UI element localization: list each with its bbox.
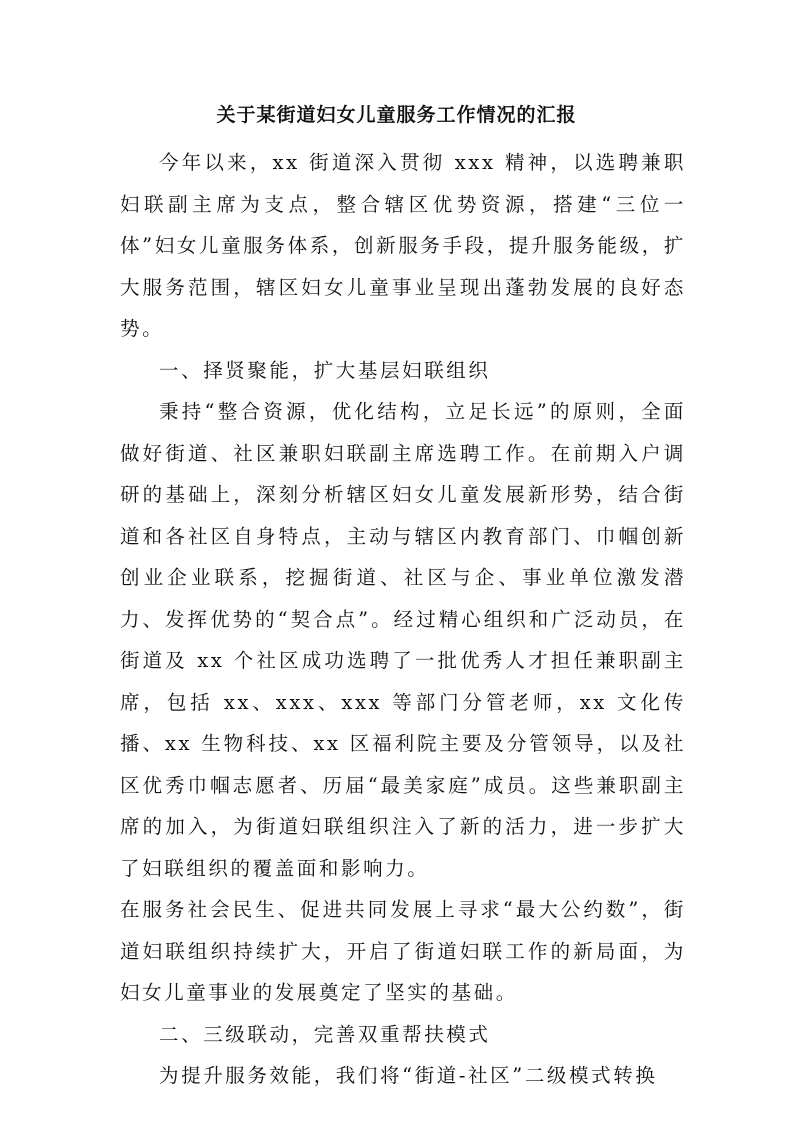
paragraph-section-1: 秉持“整合资源，优化结构，立足长远”的原则，全面做好街道、社区兼职妇联副主席选聘工作。在前期入户调研的基础上，深刻分析辖区妇女儿童发展新形势，结合街道和各社区自身特点，主动与辖区内教育部门、巾帼创新创业企业联系，挖掘街道、社区与企、事业单位激发潜力、发挥优势的“契合点”。经过精心组织和广泛动员，在街道及 xx 个社区成功选聘了一批优秀人才担任兼职副主席，包括 xx、xxx、xxx 等部门分管老师，xx 文化传播、xx 生物科技、xx 区福利院主要及分管领导，以及社区优秀巾帼志愿者、历届“最美家庭”成员。这些兼职副主席的加入，为街道妇联组织注入了新的活力，进一步扩大了妇联组织的覆盖面和影响力。 (120, 400, 686, 880)
section-heading-2: 二、三级联动，完善双重帮扶模式 (159, 1022, 491, 1046)
document-title: 关于某街道妇女儿童服务工作情况的汇报 (216, 104, 577, 126)
section-heading-1: 一、择贤聚能，扩大基层妇联组织 (159, 358, 491, 382)
paragraph-section-1-continued: 在服务社会民生、促进共同发展上寻求“最大公约数”，街道妇联组织持续扩大，开启了街道妇联工作的新局面，为妇女儿童事业的发展奠定了坚实的基础。 (120, 898, 686, 1004)
paragraph-section-2: 为提升服务效能，我们将“街道-社区”二级模式转换 (159, 1064, 658, 1087)
paragraph-intro: 今年以来，xx 街道深入贯彻 xxx 精神，以选聘兼职妇联副主席为支点，整合辖区优势资源，搭建“三位一体”妇女儿童服务体系，创新服务手段，提升服务能级，扩大服务范围，辖区妇女儿童事业呈现出蓬勃发展的良好态势。 (120, 151, 686, 340)
document-body (120, 142, 686, 1097)
